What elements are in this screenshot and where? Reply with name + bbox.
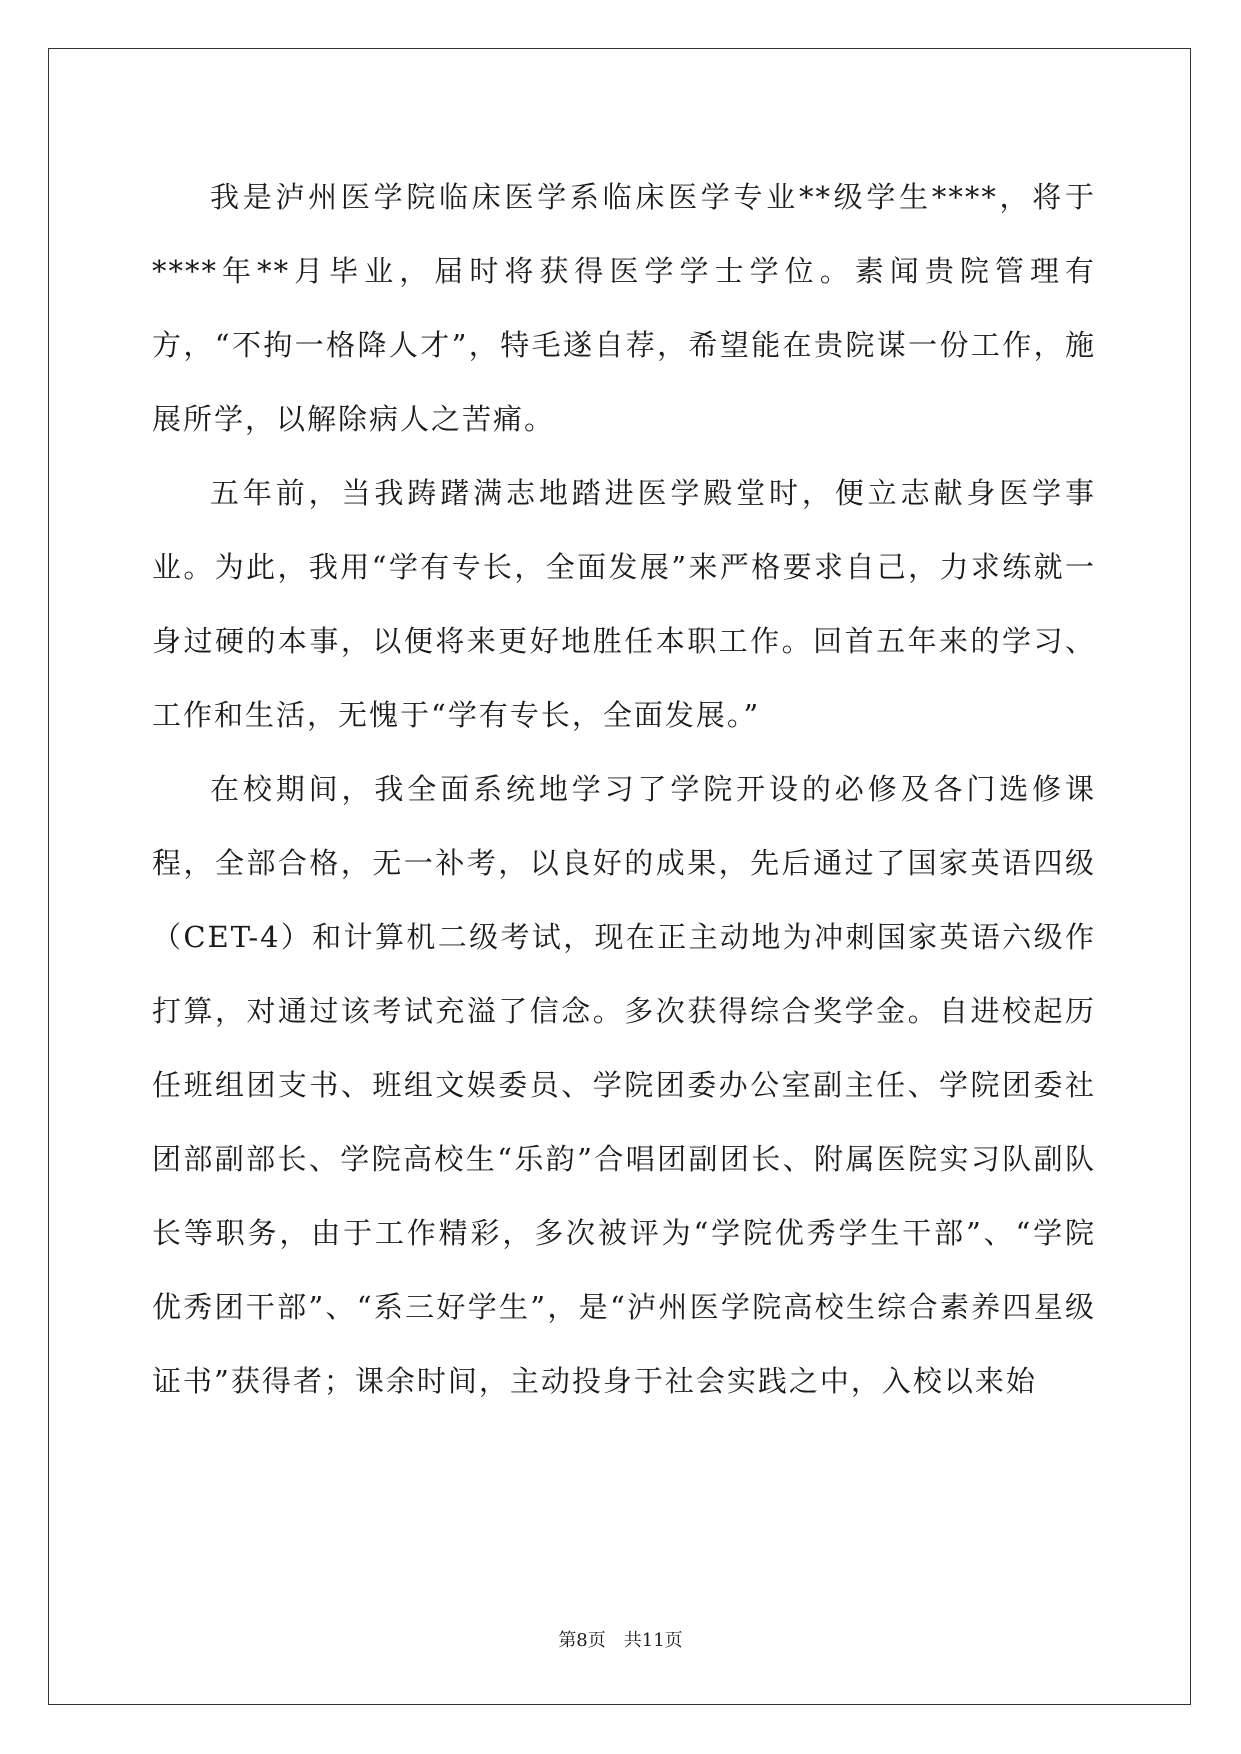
paragraph-2: 五年前，当我踌躇满志地踏进医学殿堂时，便立志献身医学事业。为此，我用“学有专长，全面发展”来严格要求自己，力求练就一身过硬的本事，以便将来更好地胜任本职工作。回首五年来的学习、工作和生活，无愧于“学有专长，全面发展。”: [152, 476, 1096, 732]
paragraph-1: 我是泸州医学院临床医学系临床医学专业**级学生****，将于****年**月毕业，届时将获得医学学士学位。素闻贵院管理有方，“不拘一格降人才”，特毛遂自荐，希望能在贵院谋一份工作，施展所学，以解除病人之苦痛。: [152, 180, 1096, 436]
page-footer: 第8页 共11页: [558, 1630, 683, 1651]
document-body: [152, 160, 1096, 1418]
paragraph-3: 在校期间，我全面系统地学习了学院开设的必修及各门选修课程，全部合格，无一补考，以良好的成果，先后通过了国家英语四级（CET-4）和计算机二级考试，现在正主动地为冲刺国家英语六级作打算，对通过该考试充溢了信念。多次获得综合奖学金。自进校起历任班组团支书、班组文娱委员、学院团委办公室副主任、学院团委社团部副部长、学院高校生“乐韵”合唱团副团长、附属医院实习队副队长等职务，由于工作精彩，多次被评为“学院优秀学生干部”、“学院优秀团干部”、“系三好学生”，是“泸州医学院高校生综合素养四星级证书”获得者；课余时间，主动投身于社会实践之中，入校以来始: [152, 772, 1096, 1398]
